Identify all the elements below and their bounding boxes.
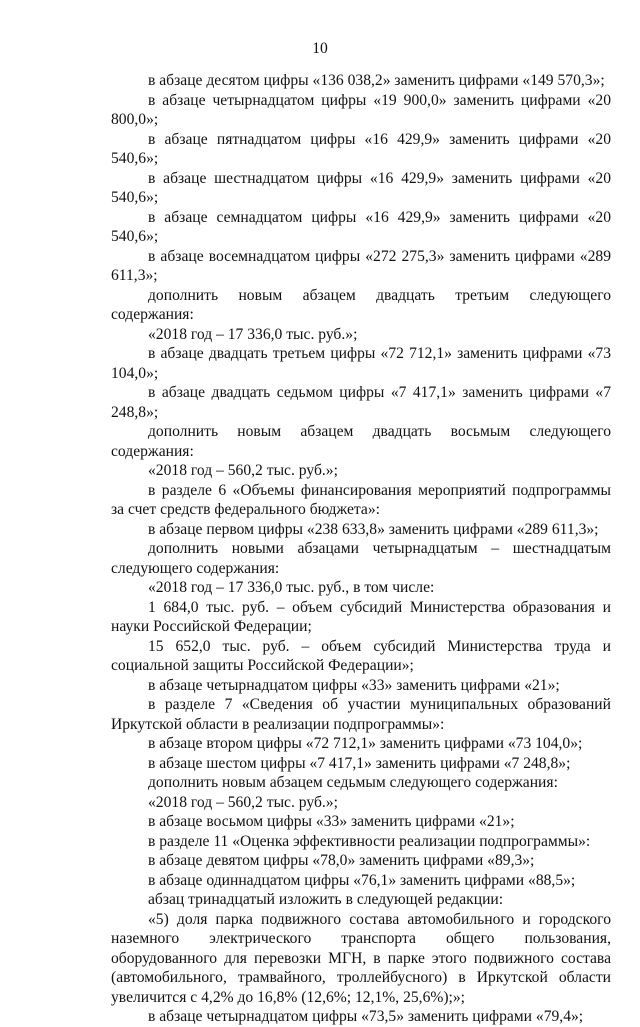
paragraph: в абзаце двадцать седьмом цифры «7 417,1» заменить цифрами «7 248,8»;	[111, 384, 611, 421]
document-body	[111, 71, 611, 1027]
paragraph: «2018 год – 560,2 тыс. руб.»;	[148, 462, 338, 479]
paragraph: в абзаце двадцать третьем цифры «72 712,1» заменить цифрами «73 104,0»;	[111, 345, 611, 382]
paragraph: «2018 год – 17 336,0 тыс. руб.»;	[148, 325, 358, 343]
paragraph: дополнить новым абзацем двадцать восьмым следующего содержания:	[111, 423, 611, 460]
paragraph: в абзаце первом цифры «238 633,8» заменить цифрами «289 611,3»;	[148, 520, 599, 538]
paragraph: дополнить новым абзацем седьмым следующего содержания:	[148, 774, 558, 791]
paragraph: в разделе 11 «Оценка эффективности реализации подпрограммы»:	[148, 832, 591, 850]
paragraph: в абзаце втором цифры «72 712,1» заменить цифрами «73 104,0»;	[148, 735, 583, 752]
paragraph: 1 684,0 тыс. руб. – объем субсидий Министерства образования и науки Российской Федерации;	[111, 598, 611, 635]
paragraph: в абзаце шестом цифры «7 417,1» заменить цифрами «7 248,8»;	[148, 754, 571, 772]
paragraph: «2018 год – 560,2 тыс. руб.»;	[148, 793, 338, 811]
page-number: 10	[312, 40, 328, 57]
paragraph: «2018 год – 17 336,0 тыс. руб., в том числе:	[148, 579, 435, 596]
paragraph: в абзаце девятом цифры «78,0» заменить цифрами «89,3»;	[148, 852, 535, 869]
paragraph: «5) доля парка подвижного состава автомобильного и городского наземного электрического транспорта общего пользования, оборудованного для перевозки МГН, в парке этого подвижного состава (автомобильного, трамвайного, троллейбусного) в Иркутской области увеличится с 4,2% до 16,8% (12,6%; 12,1%, 25,6%);»;	[111, 910, 611, 1006]
paragraph: в абзаце восьмом цифры «33» заменить цифрами «21»;	[148, 813, 515, 830]
paragraph: в абзаце пятнадцатом цифры «16 429,9» заменить цифрами «20 540,6»;	[111, 130, 611, 167]
paragraph: в абзаце десятом цифры «136 038,2» заменить цифрами «149 570,3»;	[148, 72, 605, 89]
paragraph: дополнить новым абзацем двадцать третьим следующего содержания:	[111, 286, 611, 323]
paragraph: 15 652,0 тыс. руб. – объем субсидий Министерства труда и социальной защиты Российской Федерации»;	[111, 637, 611, 674]
paragraph: в разделе 7 «Сведения об участии муниципальных образований Иркутской области в реализации подпрограммы»:	[111, 696, 611, 733]
paragraph: дополнить новыми абзацами четырнадцатым – шестнадцатым следующего содержания:	[111, 540, 611, 577]
paragraph: в абзаце семнадцатом цифры «16 429,9» заменить цифрами «20 540,6»;	[111, 208, 611, 245]
paragraph: в абзаце четырнадцатом цифры «19 900,0» заменить цифрами «20 800,0»;	[111, 91, 611, 128]
paragraph: в абзаце шестнадцатом цифры «16 429,9» заменить цифрами «20 540,6»;	[111, 169, 611, 206]
paragraph: абзац тринадцатый изложить в следующей редакции:	[148, 891, 504, 908]
paragraph: в абзаце четырнадцатом цифры «73,5» заменить цифрами «79,4»;	[148, 1008, 584, 1025]
paragraph: в абзаце четырнадцатом цифры «33» заменить цифрами «21»;	[148, 676, 560, 694]
paragraph: в абзаце одиннадцатом цифры «76,1» заменить цифрами «88,5»;	[148, 871, 576, 889]
paragraph: в разделе 6 «Объемы финансирования мероприятий подпрограммы за счет средств федерального бюджета»:	[111, 481, 611, 518]
paragraph: в абзаце восемнадцатом цифры «272 275,3» заменить цифрами «289 611,3»;	[111, 247, 611, 284]
